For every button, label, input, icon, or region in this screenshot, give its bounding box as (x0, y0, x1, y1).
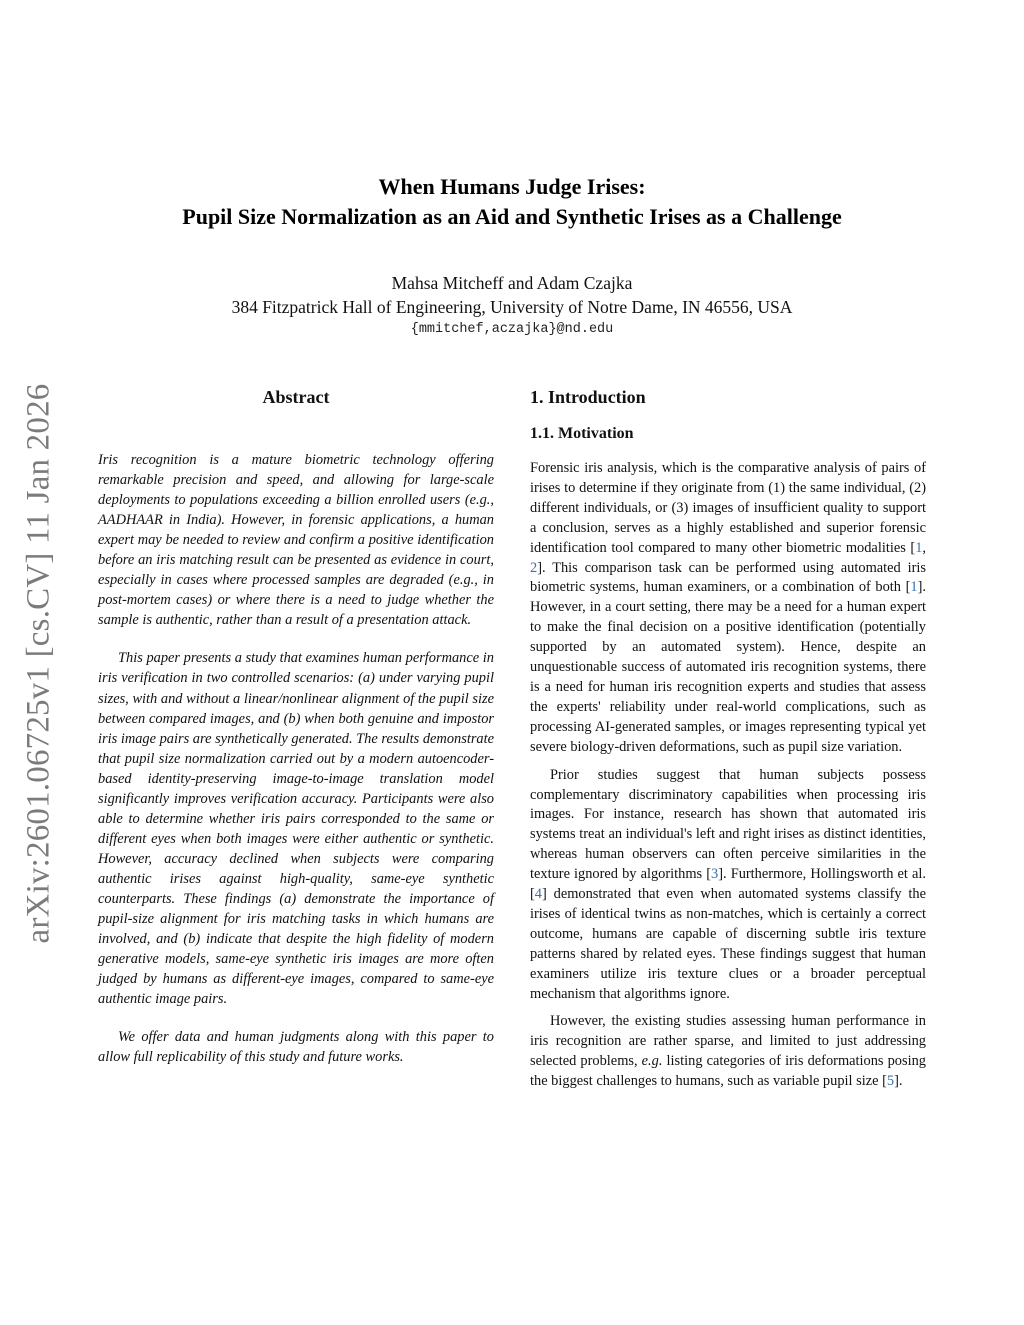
title-line-2: Pupil Size Normalization as an Aid and Synthetic Irises as a Challenge (182, 204, 842, 229)
text-span: Prior studies suggest that human subjects possess complementary discriminatory capabilities when processing iris images. For instance, research has shown that automated iris systems treat an individual's left and right irises as distinct identities, whereas human observers can often perceive similarities in the texture ignored by algorithms [ (530, 766, 926, 883)
text-span: listing categories of iris deformations posing the biggest challenges to humans, such as variable pupil size [ (530, 1053, 926, 1090)
intro-paragraph-3 (530, 1012, 926, 1092)
author-block (0, 271, 1024, 319)
abstract-paragraph-1: Iris recognition is a mature biometric technology offering remarkable precision and speed, and allowing for large-scale deployments to populations exceeding a billion enrolled users (e.g., AADHAAR in India). However, in forensic applications, a human expert may be needed to review and confirm a positive identification before an iris matching result can be presented as evidence in court, especially in cases where processed samples are degraded (e.g., in post-mortem cases) or where there is a need to judge whether the sample is authentic, rather than a result of a presentation attack. (98, 452, 494, 629)
abstract-heading: Abstract (262, 387, 330, 407)
citation-link[interactable]: 2 (530, 559, 538, 576)
text-span: ]. However, in a court setting, there may be a need for a human expert to make the final decision on a positive identification (potentially supported by an automated system). Hence, despite an unquestionable success of automated iris recognition systems, there is a need for human iris recognition experts and studies that assess the experts' reliability under real-world complications, such as processing AI-generated samples, or images representing typical yet severe biology-driven deformations, such as pupil size variation. (530, 579, 926, 755)
text-span: However, the existing studies assessing human performance in iris recognition are rather sparse, and limited to just addressing selected problems, (530, 1013, 926, 1070)
right-column (530, 384, 926, 1100)
text-span: ]. (894, 1073, 903, 1090)
left-column (98, 384, 494, 1085)
citation-link[interactable]: 4 (534, 886, 542, 903)
text-span: ]. Furthermore, Hollingsworth et al. [ (530, 866, 927, 903)
subsection-heading-motivation: 1.1. Motivation (530, 425, 634, 442)
intro-paragraph-2 (530, 766, 926, 1005)
citation-link[interactable]: 1 (915, 539, 923, 556)
citation-link[interactable]: 5 (886, 1073, 895, 1090)
paper-title (0, 172, 1024, 232)
text-span: Forensic iris analysis, which is the comparative analysis of pairs of irises to determine if they originate from (1) the same individual, (2) different individuals, or (3) images of insufficient quality to support a conclusion, serves as a highly established and superior forensic identification tool compared to many other biometric modalities [ (530, 460, 926, 556)
arxiv-identifier-stamp (17, 374, 61, 952)
citation-link[interactable]: 1 (910, 579, 918, 596)
author-affiliation: 384 Fitzpatrick Hall of Engineering, University of Notre Dame, IN 46556, USA (231, 297, 793, 317)
intro-paragraph-1 (530, 459, 926, 758)
author-names: Mahsa Mitcheff and Adam Czajka (391, 273, 633, 293)
text-span: ]. This comparison task can be performed using automated iris biometric systems, human examiners, or a combination of both [ (530, 559, 926, 596)
section-heading-introduction: 1. Introduction (530, 387, 646, 407)
abstract-paragraph-3: We offer data and human judgments along with this paper to allow full replicability of this study and future works. (98, 1029, 494, 1066)
text-span-italic: e.g. (641, 1053, 663, 1070)
title-line-1: When Humans Judge Irises: (378, 174, 646, 199)
abstract-paragraph-2: This paper presents a study that examines human performance in iris verification in two controlled scenarios: (a) under varying pupil sizes, with and without a linear/nonlinear alignment of the pupil size between compared images, and (b) when both genuine and impostor iris image pairs are synthetically generated. The results demonstrate that pupil size normalization carried out by a modern autoencoder-based identity-preserving image-to-image translation model significantly improves verification accuracy. Participants were also able to determine whether iris pairs corresponded to the same or different eyes when both images were either authentic or synthetic. However, accuracy declined when subjects were comparing authentic irises against high-quality, same-eye synthetic counterparts. These findings (a) demonstrate the importance of pupil-size alignment for iris matching tasks in which humans are involved, and (b) indicate that despite the high fidelity of modern generative models, same-eye synthetic iris images are more often judged by humans as different-eye images, compared to same-eye authentic image pairs. (98, 650, 494, 1008)
author-email: {mmitchef,aczajka}@nd.edu (410, 322, 614, 337)
citation-link[interactable]: 3 (711, 866, 719, 883)
text-span: ] demonstrated that even when automated systems classify the irises of identical twins as non-matches, which is certainly a correct outcome, humans are capable of discerning subtle iris texture patterns shared by related eyes. These findings suggest that human examiners utilize iris texture clues or a broader perceptual mechanism that algorithms ignore. (530, 886, 926, 1002)
arxiv-identifier-text: arXiv:2601.06725v1 [cs.CV] 11 Jan 2026 (20, 383, 57, 943)
text-span: , (922, 539, 926, 556)
